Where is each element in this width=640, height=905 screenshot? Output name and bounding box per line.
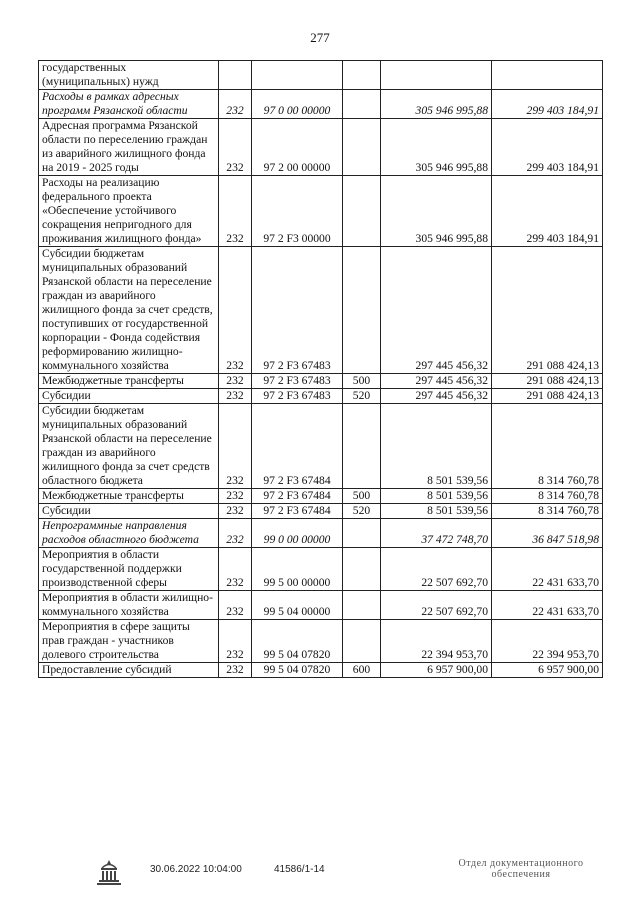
row-name: Субсидии	[39, 389, 219, 404]
row-target-article: 97 0 00 00000	[252, 90, 343, 119]
row-code: 232	[219, 374, 252, 389]
row-target-article: 99 5 04 07820	[252, 620, 343, 663]
row-name: Субсидии бюджетам муниципальных образований Рязанской области на переселение граждан из аварийного жилищного фонда за счет средств областного бюджета	[39, 404, 219, 489]
stamp-line-1: Отдел документационного	[458, 858, 584, 869]
row-name: Субсидии	[39, 504, 219, 519]
page-number: 277	[310, 30, 330, 45]
row-expense-type: 600	[343, 663, 381, 678]
footer-doc-number: 41586/1-14	[274, 864, 325, 875]
table-row	[39, 389, 603, 404]
table-row	[39, 504, 603, 519]
row-expense-type	[343, 404, 381, 489]
row-code: 232	[219, 90, 252, 119]
row-amount-2: 22 431 633,70	[492, 548, 603, 591]
row-code: 232	[219, 119, 252, 176]
row-code: 232	[219, 504, 252, 519]
row-code: 232	[219, 404, 252, 489]
row-target-article: 99 5 04 07820	[252, 663, 343, 678]
row-name: Адресная программа Рязанской области по переселению граждан из аварийного жилищного фонда на 2019 - 2025 годы	[39, 119, 219, 176]
row-amount-1: 8 501 539,56	[381, 504, 492, 519]
row-expense-type	[343, 176, 381, 247]
row-code: 232	[219, 176, 252, 247]
table-row	[39, 374, 603, 389]
department-stamp	[446, 858, 596, 880]
table-row	[39, 90, 603, 119]
row-code	[219, 61, 252, 90]
row-target-article: 99 0 00 00000	[252, 519, 343, 548]
row-amount-2: 291 088 424,13	[492, 247, 603, 374]
row-amount-2: 8 314 760,78	[492, 489, 603, 504]
row-name: Мероприятия в области государственной поддержки производственной сферы	[39, 548, 219, 591]
row-target-article: 97 2 F3 67483	[252, 374, 343, 389]
row-code: 232	[219, 620, 252, 663]
row-name: Межбюджетные трансферты	[39, 374, 219, 389]
row-amount-1: 305 946 995,88	[381, 176, 492, 247]
row-amount-2: 8 314 760,78	[492, 404, 603, 489]
row-amount-1: 8 501 539,56	[381, 404, 492, 489]
row-amount-2: 299 403 184,91	[492, 119, 603, 176]
row-code: 232	[219, 663, 252, 678]
row-amount-2: 299 403 184,91	[492, 90, 603, 119]
table-row	[39, 620, 603, 663]
row-amount-1: 22 394 953,70	[381, 620, 492, 663]
row-amount-2	[492, 61, 603, 90]
row-name: Мероприятия в области жилищно-коммунального хозяйства	[39, 591, 219, 620]
row-amount-1: 305 946 995,88	[381, 119, 492, 176]
row-amount-1: 6 957 900,00	[381, 663, 492, 678]
row-amount-1	[381, 61, 492, 90]
row-target-article: 99 5 04 00000	[252, 591, 343, 620]
row-target-article: 97 2 F3 67484	[252, 404, 343, 489]
row-expense-type	[343, 620, 381, 663]
row-code: 232	[219, 591, 252, 620]
duma-emblem-icon	[96, 858, 122, 888]
row-target-article: 97 2 F3 67483	[252, 247, 343, 374]
row-amount-1: 22 507 692,70	[381, 548, 492, 591]
table-row	[39, 247, 603, 374]
row-name: Предоставление субсидий	[39, 663, 219, 678]
row-amount-2: 22 394 953,70	[492, 620, 603, 663]
row-target-article: 97 2 F3 67484	[252, 504, 343, 519]
footer-date: 30.06.2022 10:04:00	[150, 864, 242, 875]
row-amount-1: 8 501 539,56	[381, 489, 492, 504]
table-row	[39, 404, 603, 489]
table-row	[39, 548, 603, 591]
row-expense-type	[343, 119, 381, 176]
row-target-article	[252, 61, 343, 90]
row-amount-1: 37 472 748,70	[381, 519, 492, 548]
row-code: 232	[219, 247, 252, 374]
stamp-line-2: обеспечения	[491, 869, 551, 880]
row-amount-1: 305 946 995,88	[381, 90, 492, 119]
row-code: 232	[219, 489, 252, 504]
row-expense-type	[343, 591, 381, 620]
row-amount-2: 36 847 518,98	[492, 519, 603, 548]
row-expense-type	[343, 519, 381, 548]
row-code: 232	[219, 519, 252, 548]
row-expense-type	[343, 61, 381, 90]
row-name: Межбюджетные трансферты	[39, 489, 219, 504]
row-amount-1: 297 445 456,32	[381, 389, 492, 404]
row-amount-2: 22 431 633,70	[492, 591, 603, 620]
row-expense-type	[343, 247, 381, 374]
row-amount-2: 299 403 184,91	[492, 176, 603, 247]
row-target-article: 97 2 00 00000	[252, 119, 343, 176]
row-name: государственных (муниципальных) нужд	[39, 61, 219, 90]
table-row	[39, 119, 603, 176]
row-target-article: 97 2 F3 67484	[252, 489, 343, 504]
row-amount-1: 297 445 456,32	[381, 247, 492, 374]
row-name: Субсидии бюджетам муниципальных образований Рязанской области на переселение граждан из аварийного жилищного фонда за счет средств, поступивших от государственной корпорации - Фонда содействия реформированию жилищно-коммунального хозяйства	[39, 247, 219, 374]
row-expense-type: 500	[343, 374, 381, 389]
footer	[0, 858, 640, 898]
table-row	[39, 176, 603, 247]
table-row	[39, 663, 603, 678]
row-target-article: 97 2 F3 67483	[252, 389, 343, 404]
row-code: 232	[219, 389, 252, 404]
row-amount-2: 291 088 424,13	[492, 389, 603, 404]
table-row	[39, 591, 603, 620]
row-amount-2: 8 314 760,78	[492, 504, 603, 519]
row-expense-type: 520	[343, 504, 381, 519]
budget-table	[38, 60, 603, 678]
row-expense-type: 500	[343, 489, 381, 504]
row-expense-type: 520	[343, 389, 381, 404]
row-target-article: 99 5 00 00000	[252, 548, 343, 591]
row-name: Расходы в рамках адресных программ Рязанской области	[39, 90, 219, 119]
row-code: 232	[219, 548, 252, 591]
row-expense-type	[343, 548, 381, 591]
row-amount-2: 6 957 900,00	[492, 663, 603, 678]
row-amount-1: 22 507 692,70	[381, 591, 492, 620]
row-amount-2: 291 088 424,13	[492, 374, 603, 389]
table-row	[39, 489, 603, 504]
table-row	[39, 61, 603, 90]
row-amount-1: 297 445 456,32	[381, 374, 492, 389]
row-name: Расходы на реализацию федерального проекта «Обеспечение устойчивого сокращения непригодного для проживания жилищного фонда»	[39, 176, 219, 247]
row-target-article: 97 2 F3 00000	[252, 176, 343, 247]
row-name: Непрограммные направления расходов областного бюджета	[39, 519, 219, 548]
table-row	[39, 519, 603, 548]
row-name: Мероприятия в сфере защиты прав граждан - участников долевого строительства	[39, 620, 219, 663]
row-expense-type	[343, 90, 381, 119]
